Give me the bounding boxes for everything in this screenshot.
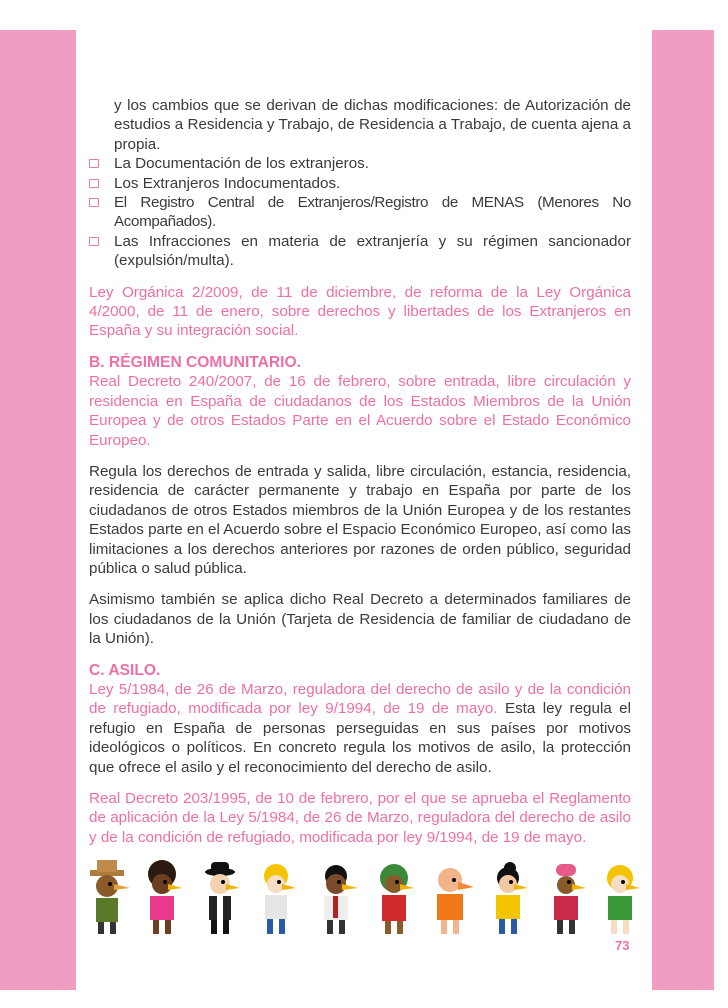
figure-icon (324, 865, 358, 934)
list-item: Las Infracciones en materia de extranjería y su régimen sancionador (expulsión/multa). (89, 232, 631, 271)
section-c-law: Ley 5/1984, de 26 de Marzo, reguladora del derecho de asilo y de la condición de refugiado, modificada por ley 9/1994, de 19 de mayo. (89, 680, 631, 718)
square-bullet-icon (89, 179, 99, 188)
ley-organica-reference: Ley Orgánica 2/2009, de 11 de diciembre, de reforma de la Ley Orgánica 4/2000, de 11 de enero, sobre derechos y libertades de los Extranjeros en España y su integración social. (89, 283, 631, 340)
figure-icon (607, 865, 640, 934)
section-c-law-paragraph (89, 680, 631, 777)
section-b-heading: B. RÉGIMEN COMUNITARIO. (89, 353, 301, 371)
figure-icon (264, 864, 296, 934)
section-b-decree: Real Decreto 240/2007, de 16 de febrero, sobre entrada, libre circulación y residencia en España de ciudadanos de los Estados Miembros de la Unión Europea y de otros Estados Parte en el Acuerdo sobre el Estado Económico Europeo. (89, 373, 631, 449)
right-pink-band (652, 30, 714, 990)
section-b-paragraph-2: Asimismo también se aplica dicho Real Decreto a determinados familiares de los ciudadanos de la Unión (Tarjeta de Residencia de familiar de ciudadano de la Unión). (89, 591, 631, 648)
figure-icon (90, 860, 130, 934)
cartoon-figures-illustration (84, 860, 644, 936)
figure-icon (380, 864, 414, 934)
section-c-heading: C. ASILO. (89, 661, 161, 679)
list-item: Los Extranjeros Indocumentados. (89, 174, 631, 193)
figure-icon (554, 864, 586, 934)
left-pink-band (0, 30, 76, 990)
page-content (89, 96, 631, 847)
section-b-paragraph-1: Regula los derechos de entrada y salida, libre circulación, estancia, residencia, residencia de carácter permanente y trabajo en España por parte de los ciudadanos de otros Estados miembros de la Unión Europea y de los restantes Estados parte en el Acuerdo sobre el Espacio Económico Europeo, así como las limitaciones a los derechos anteriores por razones de orden público, seguridad pública o salud pública. (89, 462, 631, 577)
section-c-decree: Real Decreto 203/1995, de 10 de febrero, por el que se aprueba el Reglamento de aplicación de la Ley 5/1984, de 26 de Marzo, reguladora del derecho de asilo y de la condición de refugiado, modificada por ley 9/1994, de 19 de mayo. (89, 790, 631, 846)
list-item: El Registro Central de Extranjeros/Registro de MENAS (Menores No Acompañados). (89, 193, 631, 232)
square-bullet-icon (89, 198, 99, 207)
square-bullet-icon (89, 159, 99, 168)
intro-continuation: y los cambios que se derivan de dichas modificaciones: de Autorización de estudios a Residencia y Trabajo, de Residencia a Trabajo, de cuenta ajena a propia. (114, 97, 631, 153)
figure-icon (496, 862, 528, 934)
figure-icon (205, 862, 240, 934)
section-c-law-text: Esta ley regula el refugio en España de personas perseguidas en sus países por motivos ideológicos o políticos. En concreto regula los motivos de asilo, la protección que ofrece el asilo y el reconocimiento del derecho de asilo. (89, 700, 631, 776)
list-item: La Documentación de los extranjeros. (89, 154, 631, 173)
square-bullet-icon (89, 237, 99, 246)
figure-icon (437, 868, 474, 934)
figure-icon (148, 860, 182, 934)
bullet-list (89, 154, 631, 270)
page-number: 73 (615, 938, 630, 953)
